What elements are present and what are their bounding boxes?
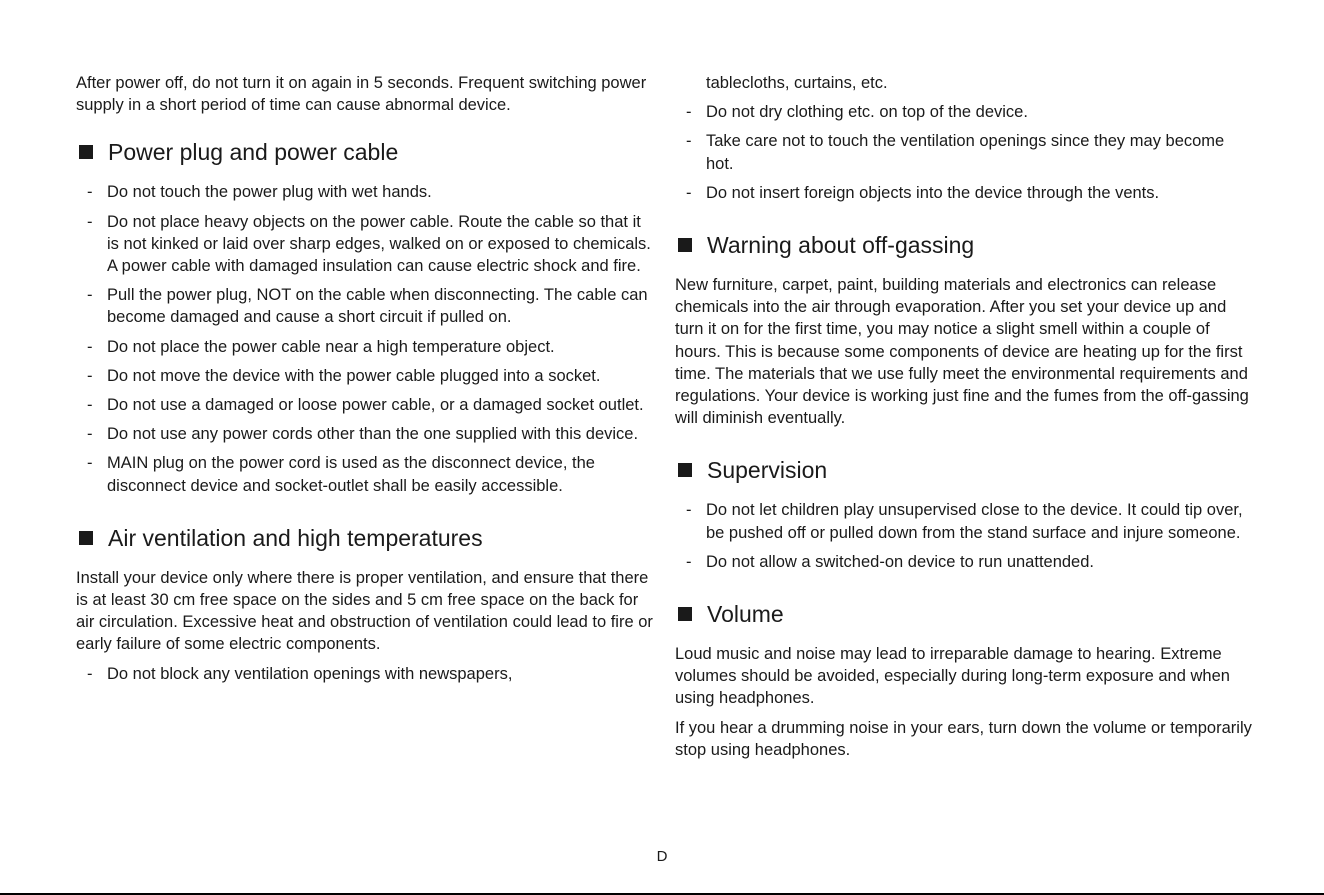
dash-bullet: - (87, 212, 93, 231)
volume-paragraph-2: If you hear a drumming noise in your ears, turn down the volume or temporarily stop using headphones. (675, 718, 1252, 759)
dash-bullet: - (87, 664, 93, 683)
square-bullet-icon (678, 463, 692, 477)
dash-bullet: - (87, 183, 93, 202)
square-bullet-icon (678, 238, 692, 252)
square-bullet-icon (678, 607, 692, 621)
list-item-continued: tablecloths, curtains, etc. (706, 74, 888, 92)
dash-bullet: - (686, 132, 692, 151)
square-bullet-icon (79, 145, 93, 159)
heading-text: Air ventilation and high temperatures (108, 524, 483, 551)
list-item: - Do not place the power cable near a high temperature object. (76, 336, 654, 358)
list-item: - Do not use a damaged or loose power cable, or a damaged socket outlet. (76, 394, 654, 416)
list-item: - Do not place heavy objects on the power cable. Route the cable so that it is not kinked or laid over sharp edges, walked on or exposed to chemicals. A power cable with damaged insulation can cause electric shock and fire. (87, 212, 651, 276)
list-item: - Do not block any ventilation openings with newspapers, (76, 663, 654, 685)
heading-text: Warning about off-gassing (707, 232, 975, 259)
square-bullet-icon (79, 531, 93, 545)
dash-bullet: - (686, 552, 692, 571)
heading-text: Power plug and power cable (108, 139, 399, 166)
ventilation-list-continued (675, 72, 1255, 204)
volume-paragraph-1: Loud music and noise may lead to irreparable damage to hearing. Extreme volumes should be avoided, especially during long-term exposure and when using headphones. (675, 645, 1230, 708)
list-item: - Do not insert foreign objects into the device through the vents. (675, 182, 1255, 204)
heading-volume (675, 599, 1255, 629)
dash-bullet: - (686, 501, 692, 520)
ventilation-paragraph: Install your device only where there is proper ventilation, and ensure that there is at least 30 cm free space on the sides and 5 cm free space on the back for air circulation. Excessive heat and obstruction of ventilation could lead to fire or early failure of some electric components. (76, 568, 653, 654)
dash-bullet: - (87, 396, 93, 415)
heading-power-plug (76, 137, 654, 167)
supervision-list (675, 499, 1255, 573)
ventilation-list (76, 663, 654, 685)
list-item: - Do not use any power cords other than the one supplied with this device. (76, 423, 654, 445)
intro-paragraph: After power off, do not turn it on again in 5 seconds. Frequent switching power supply in a short period of time can cause abnormal device. (76, 74, 647, 115)
heading-text: Supervision (707, 457, 828, 484)
list-item: - Do not touch the power plug with wet hands. (76, 181, 654, 203)
left-column (76, 72, 654, 692)
dash-bullet: - (87, 425, 93, 444)
dash-bullet: - (686, 103, 692, 122)
dash-bullet: - (87, 337, 93, 356)
power-plug-list (76, 181, 654, 496)
dash-bullet: - (686, 183, 692, 202)
right-column (675, 72, 1255, 768)
list-item: - Do not move the device with the power cable plugged into a socket. (76, 365, 654, 387)
dash-bullet: - (87, 454, 93, 473)
off-gassing-paragraph: New furniture, carpet, paint, building materials and electronics can release chemicals into the air through evaporation. After you set your device up and turn it on for the first time, you may notice a slight smell within a couple of hours. This is because some components of device are heating up for the first time. The materials that we use fully meet the environmental requirements and regulations. Your device is working just fine and the fumes from the off-gassing will diminish eventually. (675, 276, 1249, 428)
list-item: - Do not let children play unsupervised close to the device. It could tip over, be pushed off or pulled down from the stand surface and injure someone. (686, 501, 1243, 542)
list-item: - Pull the power plug, NOT on the cable when disconnecting. The cable can become damaged and cause a short circuit if pulled on. (87, 286, 648, 327)
heading-air-ventilation (76, 523, 654, 553)
list-item: - MAIN plug on the power cord is used as the disconnect device, the disconnect device and socket-outlet shall be easily accessible. (87, 454, 595, 495)
heading-off-gassing (675, 230, 1255, 260)
list-item: - Do not allow a switched-on device to run unattended. (675, 551, 1255, 573)
page-letter: D (656, 848, 668, 865)
list-item: - Take care not to touch the ventilation openings since they may become hot. (686, 132, 1225, 173)
list-item: - Do not dry clothing etc. on top of the device. (675, 101, 1255, 123)
dash-bullet: - (87, 286, 93, 305)
dash-bullet: - (87, 366, 93, 385)
heading-text: Volume (707, 601, 784, 628)
heading-supervision (675, 455, 1255, 485)
